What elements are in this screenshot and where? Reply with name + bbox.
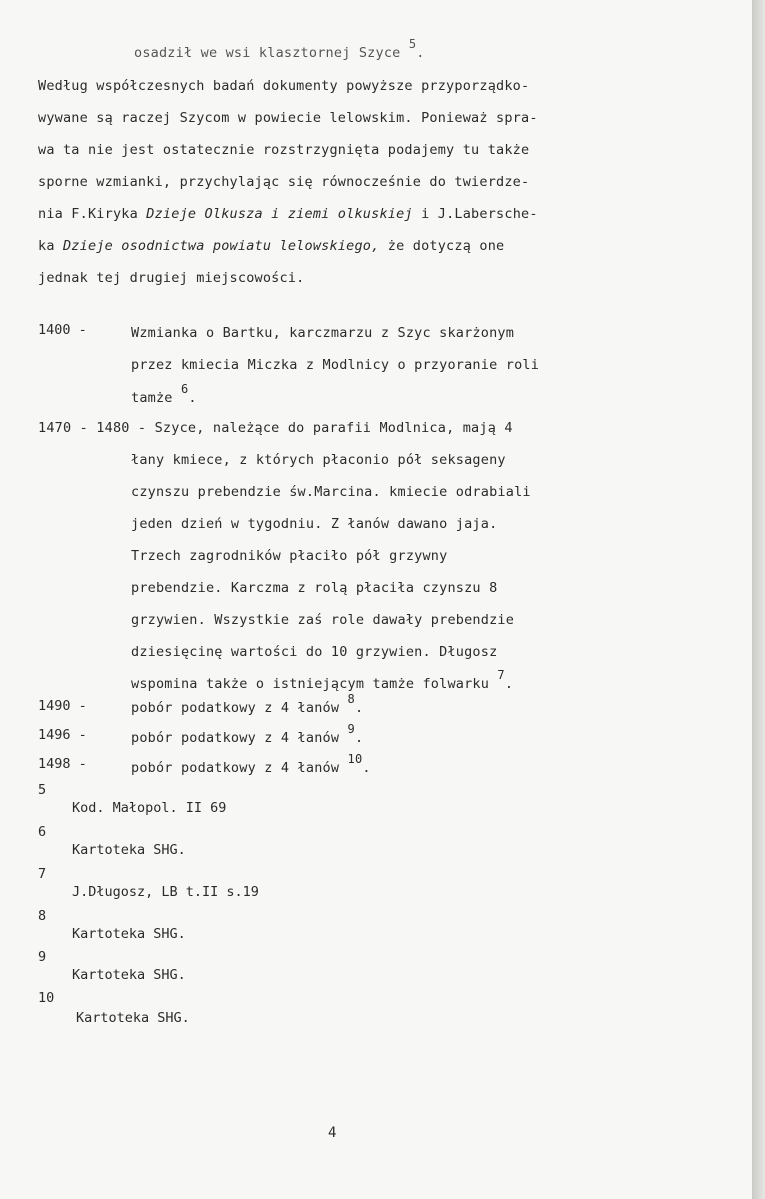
footnote-number: 6 <box>38 824 47 840</box>
footnote-text: Kartoteka SHG. <box>72 967 186 983</box>
footnote-number: 7 <box>38 866 47 882</box>
entry-line: 1470 - 1480 - Szyce, należące do parafii Modlnica, mają 4 <box>38 420 513 436</box>
footnote-ref: 5 <box>408 37 417 51</box>
paragraph-line: ka Dzieje osodnictwa powiatu lelowskiego, że dotyczą one <box>38 238 505 254</box>
entry-line: grzywien. Wszystkie zaś role dawały prebendzie <box>131 612 515 628</box>
page-number: 4 <box>328 1125 337 1141</box>
intro-line: osadził we wsi klasztornej Szyce 5. <box>134 37 425 61</box>
entry-line: pobór podatkowy z 4 łanów 8. <box>131 692 364 716</box>
footnote-text: Kartoteka SHG. <box>72 926 186 942</box>
paragraph-line: wywane są raczej Szycom w powiecie lelowskim. Ponieważ spra- <box>38 110 538 126</box>
footnote-text: Kod. Małopol. II 69 <box>72 800 227 816</box>
footnote-number: 9 <box>38 949 47 965</box>
entry-line: czynszu prebendzie św.Marcina. kmiecie odrabiali <box>131 484 531 500</box>
entry-line: łany kmiece, z których płaconio pół seksageny <box>131 452 506 468</box>
paragraph-line: sporne wzmianki, przychylając się równocześnie do twierdze- <box>38 174 530 190</box>
footnote-ref: 8 <box>347 692 355 706</box>
entry-year: 1498 - <box>38 756 87 772</box>
book-title: Dzieje Olkusza i ziemi olkuskiej <box>146 206 413 222</box>
paragraph-line: nia F.Kiryka Dzieje Olkusza i ziemi olkuskiej i J.Laberschе- <box>38 206 538 222</box>
footnote-ref: 6 <box>180 382 189 396</box>
footnote-number: 8 <box>38 908 47 924</box>
entry-line: wspomina także o istniejącym tamże folwarku 7. <box>131 668 514 692</box>
paragraph-line: Według współczesnych badań dokumenty powyższe przyporządko- <box>38 78 530 94</box>
page-edge <box>752 0 765 1199</box>
entry-line: prebendzie. Karczma z rolą płaciła czynszu 8 <box>131 580 498 596</box>
footnote-ref: 10 <box>347 752 363 766</box>
footnote-text: Kartoteka SHG. <box>72 842 186 858</box>
entry-year: 1400 - <box>38 322 87 338</box>
paragraph-line: jednak tej drugiej miejscowości. <box>38 270 305 286</box>
footnote-text: Kartoteka SHG. <box>76 1010 190 1026</box>
paragraph-line: wa ta nie jest ostatecznie rozstrzygnięta podajemy tu także <box>38 142 530 158</box>
entry-year: 1470 - 1480 - <box>38 420 147 436</box>
entry-line: pobór podatkowy z 4 łanów 9. <box>131 722 364 746</box>
footnote-ref: 9 <box>347 722 355 736</box>
book-title: Dzieje osodnictwa powiatu lelowskiego, <box>62 238 380 254</box>
entry-line: przez kmiecia Miczka z Modlnicy o przyoranie roli <box>131 357 540 373</box>
footnote-number: 5 <box>38 782 47 798</box>
entry-line: pobór podatkowy z 4 łanów 10. <box>131 752 371 776</box>
entry-line: tamże 6. <box>131 382 197 406</box>
entry-year: 1496 - <box>38 727 87 743</box>
footnote-text: J.Długosz, LB t.II s.19 <box>72 884 259 900</box>
entry-line: jeden dzień w tygodniu. Z łanów dawano jaja. <box>131 516 498 532</box>
entry-line: Trzech zagrodników płaciło pół grzywny <box>131 548 448 564</box>
footnote-ref: 7 <box>497 668 505 682</box>
entry-line: Wzmianka o Bartku, karczmarzu z Szyc skarżonym <box>131 325 515 341</box>
entry-line: dziesięcinę wartości do 10 grzywien. Długosz <box>131 644 498 660</box>
footnote-number: 10 <box>38 990 55 1006</box>
entry-year: 1490 - <box>38 698 87 714</box>
